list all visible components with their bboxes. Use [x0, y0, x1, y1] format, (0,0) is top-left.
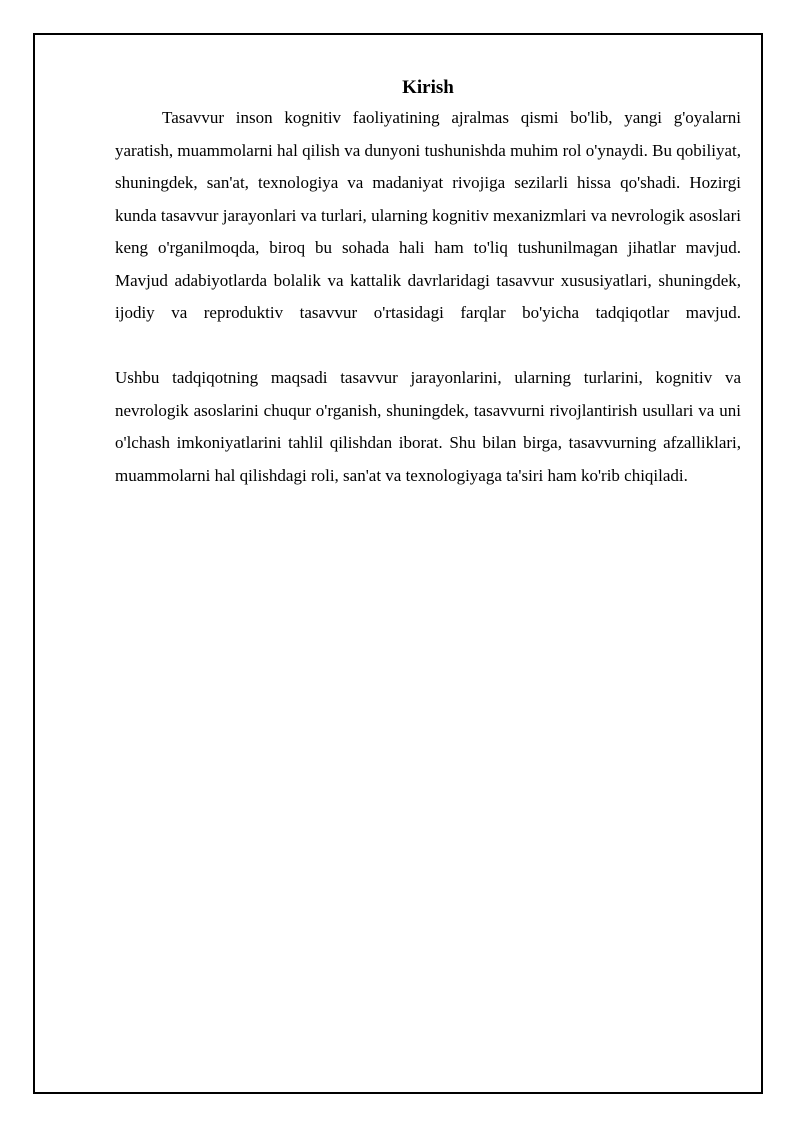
- paragraph-intro: Tasavvur inson kognitiv faoliyatining ajralmas qismi bo'lib, yangi g'oyalarni yaratish, muammolarni hal qilish va dunyoni tushunishda muhim rol o'ynaydi. Bu qobiliyat, shuningdek, san'at, texnologiya va madaniyat rivojiga sezilarli hissa qo'shadi. Hozirgi kunda tasavvur jarayonlari va turlari, ularning kognitiv mexanizmlari va nevrologik asoslari keng o'rganilmoqda, biroq bu sohada hali ham to'liq tushunilmagan jihatlar mavjud. Mavjud adabiyotlarda bolalik va kattalik davrlaridagi tasavvur xususiyatlari, shuningdek, ijodiy va reproduktiv tasavvur o'rtasidagi farqlar bo'yicha tadqiqotlar mavjud.: [115, 108, 741, 322]
- document-title: Kirish: [402, 77, 454, 98]
- document-body: [115, 74, 741, 492]
- paragraph-spacer: [115, 330, 741, 363]
- paragraph-aim: Ushbu tadqiqotning maqsadi tasavvur jarayonlarini, ularning turlarini, kognitiv va nevrologik asoslarini chuqur o'rganish, shuningdek, tasavvurni rivojlantirish usullari va uni o'lchash imkoniyatlarini tahlil qilishdan iborat. Shu bilan birga, tasavvurning afzalliklari, muammolarni hal qilishdagi roli, san'at va texnologiyaga ta'siri ham ko'rib chiqiladi.: [115, 368, 741, 485]
